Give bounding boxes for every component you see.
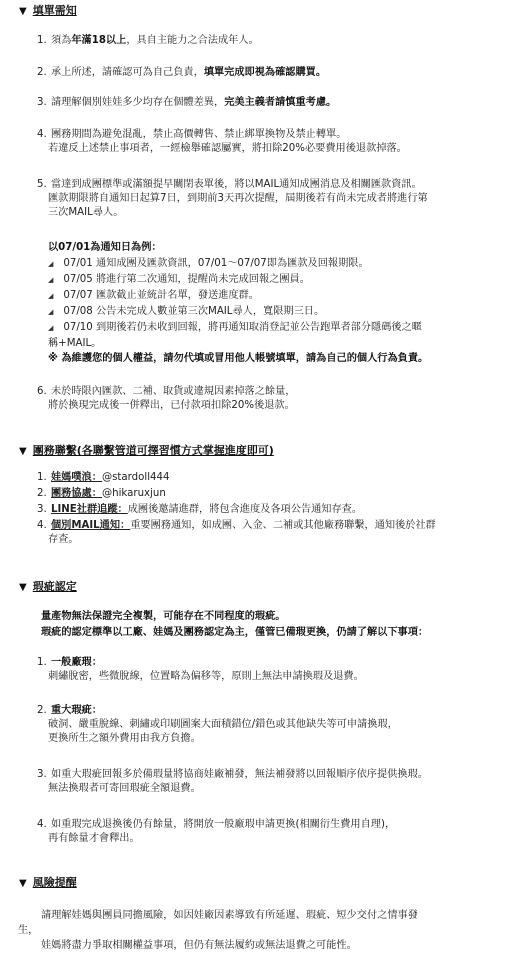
item-number: 3. [37,97,47,108]
contact-value: @stardoll444 [101,472,170,483]
contact-item-3 [37,503,495,517]
contact-label: 團務協處： [51,488,102,499]
contact-label: 娃媽噗浪： [51,472,102,483]
contact-value: 成團後邀請進群，將包含進度及各項公告通知存查。 [127,504,363,515]
item-number: 2. [37,488,47,499]
section-defect-title [19,580,77,595]
item-text: 刺繡脫密，些微脫線，位置略為偏移等，原則上無法申請換瑕及退費。 [48,671,364,682]
item-text: 更換所生之額外費用由我方負擔。 [48,733,201,744]
item-number: 2. [37,705,47,716]
example-line-2 [48,273,498,287]
item-emphasis: 年滿18以上 [71,35,127,46]
example-text: 07/05 將進行第二次通知，提醒尚未完成回報之團員。 [63,274,310,285]
defect-label: 一般廠瑕： [51,657,102,668]
defect-item-1 [37,656,495,684]
contact-item-4 [37,519,495,547]
triangle-bullet-icon: ◢ [48,260,54,268]
order-item-1 [37,34,495,48]
example-line-3 [48,289,498,303]
item-text: 當達到成團標準或滿額提早關閉表單後，將以MAIL通知成團消息及相關匯款資訊。 [51,179,422,190]
order-item-3 [37,96,495,110]
section-contact-title [19,444,274,459]
risk-text: 生， [18,925,39,936]
order-item-5 [37,178,495,220]
example-text: 07/07 匯款截止並統計名單，發送進度群。 [63,290,259,301]
item-number: 1. [37,657,47,668]
section-defect-heading: 瑕疵認定 [32,580,77,593]
item-number: 3. [37,769,47,780]
risk-text: 娃媽將盡力爭取相關權益事項，但仍有無法履約或無法退費之可能性。 [41,940,357,951]
triangle-down-icon: ▼ [19,878,27,889]
section-order-title [19,4,77,19]
item-emphasis: 完美主義者請慎重考慮。 [224,97,337,108]
item-text: 如重瑕完成退換後仍有餘量，將開放一般廠瑕申請更換(相關衍生費用自理)， [51,819,396,830]
item-number: 4. [37,520,47,531]
item-text: 三次MAIL尋人。 [48,207,124,218]
item-number: 4. [37,819,47,830]
item-text: 須為 [51,35,72,46]
contact-label: 個別MAIL通知： [51,520,131,531]
example-text: 07/10 到期後若仍未收到回報，將再通知取消登記並公告跑單者部分隱碼後之暱 [63,322,422,333]
triangle-bullet-icon: ◢ [48,324,54,332]
contact-item-2 [37,487,495,501]
example-text: 07/01 通知成團及匯款資訊，07/01～07/07即為匯款及回報期限。 [63,258,369,269]
defect-label: 重大瑕疵： [51,705,102,716]
example-line-4 [48,305,498,319]
contact-value: 存查。 [48,534,79,545]
item-text: 若違反上述禁止事項者，一經檢舉確認屬實，將扣除20%必要費用後退款掉落。 [48,143,407,154]
item-emphasis: 填單完成即視為確認購買。 [203,67,327,78]
example-line-5 [48,321,498,335]
triangle-bullet-icon: ◢ [48,292,54,300]
triangle-down-icon: ▼ [19,6,27,17]
order-item-4 [37,128,495,156]
item-number: 5. [37,179,47,190]
item-text: 如重大瑕疵回報多於備瑕量將協商娃廠補發，無法補發將以回報順序依序提供換瑕。 [51,769,428,780]
defect-item-3 [37,768,495,796]
item-number: 1. [37,472,47,483]
item-number: 6. [37,386,47,397]
example-heading: 以07/01為通知日為例： [48,242,162,253]
contact-label: LINE社群追蹤： [51,504,128,515]
order-item-2 [37,66,495,80]
defect-item-4 [37,818,495,846]
triangle-down-icon: ▼ [19,446,27,457]
triangle-bullet-icon: ◢ [48,308,54,316]
section-order-heading: 填單需知 [32,4,77,17]
item-text: 匯款期限將自通知日起算7日，到期前3天再次提醒，屆期後若有尚未完成者將進行第 [48,193,428,204]
example-text: 07/08 公告未完成人數並第三次MAIL尋人，寬限期三日。 [63,306,325,317]
example-line-1 [48,257,498,271]
example-text: 稱+MAIL。 [48,338,102,349]
item-text: 未於時限內匯款、二補、取貨或違規因素掉落之餘量， [51,386,296,397]
item-text: 團務期間為避免混亂，禁止高價轉售、禁止綁單換物及禁止轉單。 [51,129,347,140]
contact-value: @hikaruxjun [101,488,166,499]
item-text: 將於換現完成後一併釋出，已付款項扣除20%後退款。 [48,400,295,411]
contact-value: 重要團務通知，如成團、入金、二補或其他廠務聯繫，通知後於社群 [130,520,436,531]
item-text: 破洞、嚴重脫線、刺繡或印刷圖案大面積錯位/錯色或其他缺失等可申請換瑕， [48,719,398,730]
item-text: 承上所述，請確認可為自己負責， [51,67,204,78]
defect-intro: 瑕疵的認定標準以工廠、娃媽及團務認定為主，僅管已備瑕更換，仍請了解以下事項： [41,627,429,638]
order-item-6 [37,385,495,413]
item-number: 3. [37,504,47,515]
item-number: 2. [37,67,47,78]
contact-item-1 [37,471,495,485]
item-text: ，具自主能力之合法成年人。 [126,35,259,46]
item-text: 無法換瑕者可寄回瑕疵全額退費。 [48,783,201,794]
example-note: ※ 為維護您的個人權益，請勿代填或冒用他人帳號填單，請為自己的個人行為負責。 [48,353,429,364]
defect-intro: 量產物無法保證完全複製，可能存在不同程度的瑕疵。 [41,611,286,622]
risk-text: 請理解娃媽與團員同擔風險，如因娃廠因素導致有所延遲、瑕疵、短少交付之情事發 [41,910,418,921]
section-contact-heading: 團務聯繫(各聯繫管道可擇習慣方式掌握進度即可) [32,444,274,457]
section-risk-title [19,876,77,891]
item-text: 再有餘量才會釋出。 [48,833,140,844]
triangle-down-icon: ▼ [19,582,27,593]
section-risk-heading: 風險提醒 [32,876,77,889]
defect-item-2 [37,704,495,746]
item-number: 1. [37,35,47,46]
item-text: 請理解個別娃娃多少均存在個體差異， [51,97,225,108]
triangle-bullet-icon: ◢ [48,276,54,284]
item-number: 4. [37,129,47,140]
